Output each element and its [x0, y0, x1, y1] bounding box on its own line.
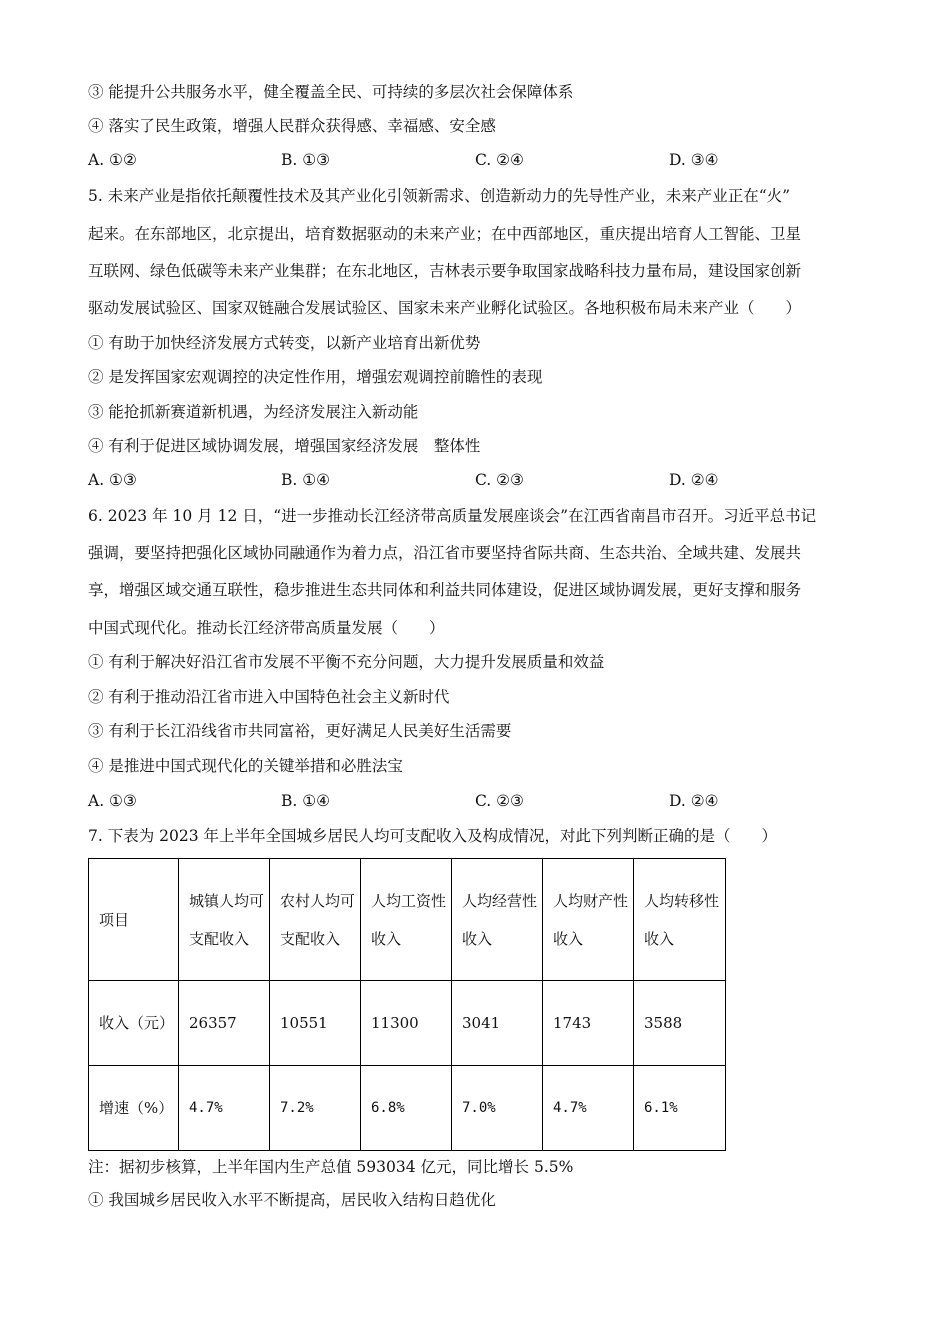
table-header-row: [89, 859, 726, 981]
table-header-cell: 人均财产性收入: [543, 859, 634, 981]
q6-choices: [88, 791, 868, 811]
q6-choice-c[interactable]: C. ②③: [475, 792, 524, 810]
q5-stem-line-1: 5. 未来产业是指依托颠覆性技术及其产业化引领新需求、创造新动力的先导性产业，未来产业正在“火”: [88, 187, 791, 205]
table-cell: 7.2%: [270, 1066, 361, 1151]
q7-stem: 7. 下表为 2023 年上半年全国城乡居民人均可支配收入及构成情况，对此下列判断正确的是（ ）: [88, 827, 778, 845]
q6-statement-2: ② 有利于推动沿江省市进入中国特色社会主义新时代: [88, 688, 450, 706]
table-header-cell: 城镇人均可支配收入: [179, 859, 270, 981]
q5-choice-b[interactable]: B. ①④: [281, 471, 331, 489]
table-cell: 3041: [452, 981, 543, 1066]
q6-choice-d[interactable]: D. ②④: [669, 792, 719, 810]
table-cell: 4.7%: [179, 1066, 270, 1151]
q6-stem-line-2: 强调，要坚持把强化区域协同融通作为着力点，沿江省市要坚持省际共商、生态共治、全域共建、发展共: [88, 544, 802, 562]
table-header-cell: 农村人均可支配收入: [270, 859, 361, 981]
q5-choices: [88, 470, 868, 490]
q4-statement-4: ④ 落实了民生政策，增强人民群众获得感、幸福感、安全感: [88, 117, 496, 135]
table-cell: 4.7%: [543, 1066, 634, 1151]
table-header-cell: 人均转移性收入: [634, 859, 726, 981]
q6-stem-line-3: 享，增强区域交通互联性，稳步推进生态共同体和利益共同体建设，促进区域协调发展，更好支撑和服务: [88, 581, 802, 599]
table-cell: 3588: [634, 981, 726, 1066]
q5-statement-2: ② 是发挥国家宏观调控的决定性作用，增强宏观调控前瞻性的表现: [88, 368, 543, 386]
table-row: [89, 1066, 726, 1151]
table-header-cell: 项目: [89, 859, 179, 981]
table-cell: 6.8%: [361, 1066, 452, 1151]
q5-stem-line-4: 驱动发展试验区、国家双链融合发展试验区、国家未来产业孵化试验区。各地积极布局未来产业（ ）: [88, 299, 802, 317]
q6-choice-a[interactable]: A. ①③: [88, 792, 137, 810]
q4-statement-3: ③ 能提升公共服务水平，健全覆盖全民、可持续的多层次社会保障体系: [88, 83, 574, 101]
table-cell: 6.1%: [634, 1066, 726, 1151]
q5-statement-4: ④ 有利于促进区域协调发展，增强国家经济发展 整体性: [88, 437, 481, 455]
q4-choice-b[interactable]: B. ①③: [281, 151, 331, 169]
q5-choice-a[interactable]: A. ①③: [88, 471, 137, 489]
table-header-cell: 人均经营性收入: [452, 859, 543, 981]
table-cell: 7.0%: [452, 1066, 543, 1151]
q5-stem-line-2: 起来。在东部地区，北京提出，培育数据驱动的未来产业；在中西部地区，重庆提出培育人工智能、卫星: [88, 225, 802, 243]
table-cell: 1743: [543, 981, 634, 1066]
table-header-cell: 人均工资性收入: [361, 859, 452, 981]
table-cell: 11300: [361, 981, 452, 1066]
q6-stem-line-1: 6. 2023 年 10 月 12 日，“进一步推动长江经济带高质量发展座谈会”在江西省南昌市召开。习近平总书记: [88, 507, 817, 525]
q5-choice-d[interactable]: D. ②④: [669, 471, 719, 489]
table-row: [89, 981, 726, 1066]
q6-stem-line-4: 中国式现代化。推动长江经济带高质量发展（ ）: [88, 619, 445, 637]
table-cell: 10551: [270, 981, 361, 1066]
table-note: 注：据初步核算，上半年国内生产总值 593034 亿元，同比增长 5.5%: [88, 1158, 574, 1176]
table-row-label: 增速（%）: [89, 1066, 179, 1151]
table-cell: 26357: [179, 981, 270, 1066]
income-table: [88, 858, 726, 1151]
q5-stem-line-3: 互联网、绿色低碳等未来产业集群；在东北地区，吉林表示要争取国家战略科技力量布局，建设国家创新: [88, 262, 802, 280]
q5-statement-1: ① 有助于加快经济发展方式转变，以新产业培育出新优势: [88, 334, 481, 352]
q7-statement-1: ① 我国城乡居民收入水平不断提高，居民收入结构日趋优化: [88, 1191, 496, 1209]
table-row-label: 收入（元）: [89, 981, 179, 1066]
q6-choice-b[interactable]: B. ①④: [281, 792, 331, 810]
q6-statement-3: ③ 有利于长江沿线省市共同富裕，更好满足人民美好生活需要: [88, 722, 512, 740]
q5-statement-3: ③ 能抢抓新赛道新机遇，为经济发展注入新动能: [88, 403, 419, 421]
q4-choice-c[interactable]: C. ②④: [475, 151, 524, 169]
q5-choice-c[interactable]: C. ②③: [475, 471, 524, 489]
q6-statement-1: ① 有利于解决好沿江省市发展不平衡不充分问题，大力提升发展质量和效益: [88, 653, 605, 671]
q4-choice-a[interactable]: A. ①②: [88, 151, 137, 169]
q6-statement-4: ④ 是推进中国式现代化的关键举措和必胜法宝: [88, 757, 403, 775]
q4-choice-d[interactable]: D. ③④: [669, 151, 719, 169]
q4-choices: [88, 150, 868, 170]
